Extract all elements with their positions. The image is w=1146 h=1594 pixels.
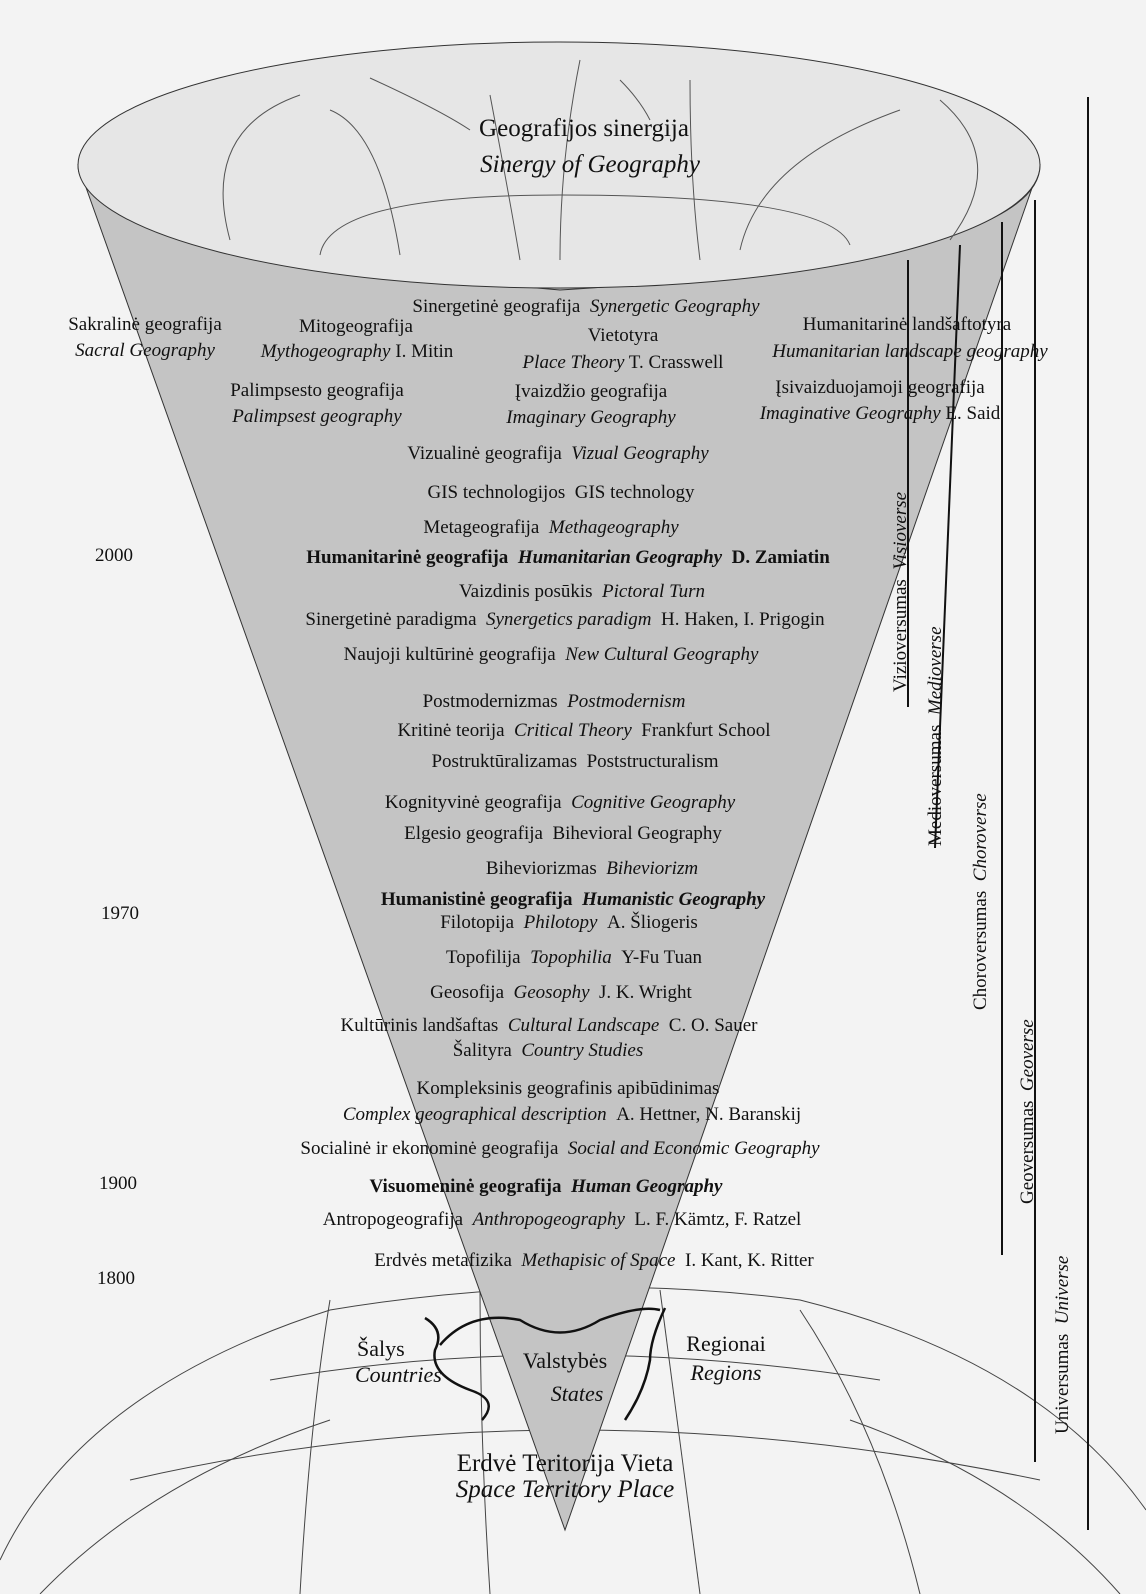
row-author: I. Kant, K. Ritter [685,1250,814,1271]
row-en: GIS technology [574,482,695,503]
cone-row [343,1104,801,1126]
cone-row [417,1078,720,1100]
row-lt: Geosofija [430,982,505,1003]
cone-row [459,581,705,603]
row-lt: Filotopija [440,912,515,933]
row-lt: Šalityra [452,1040,512,1061]
cone-row [323,1209,802,1231]
row-en: Biheviorizm [606,858,699,879]
row-author: Y-Fu Tuan [621,947,703,968]
cone-row [344,644,759,666]
mytho-lt: Mitogeografija [299,316,413,337]
row-author: J. K. Wright [599,982,692,1003]
row-author: A. Šliogeris [607,912,698,933]
mytho-en: Mythogeography [260,341,391,362]
row-lt: Topofilija [445,947,521,968]
imaginary-lt: Įvaizdžio geografija [514,381,668,402]
row-author: C. O. Sauer [668,1015,758,1036]
row-en: Methageography [548,517,679,538]
row-lt: Naujoji kultūrinė geografija [343,644,556,665]
row-en: Synergetics paradigm [486,609,652,630]
medio-label: Medioversumas Medioverse [925,626,946,846]
row-en: Methapisic of Space [521,1250,676,1271]
row-en: Critical Theory [514,720,632,741]
states-lt: Valstybės [522,1348,608,1373]
imaginative-en-row [760,403,1001,425]
synergetic-en: Synergetic Geography [589,296,760,317]
palimpsest-lt: Palimpsesto geografija [230,380,404,401]
year-1900: 1900 [99,1173,137,1194]
cone-row [385,792,735,814]
row-en: Bihevioral Geography [552,823,722,844]
mytho-en-row [261,341,454,363]
space-en: Space Territory Place [455,1476,675,1503]
row-lt: Humanitarinė geografija [306,547,509,568]
row-en: Cultural Landscape [507,1015,660,1036]
row-en: Pictoral Turn [602,581,705,602]
row-en: Poststructuralism [586,751,719,772]
countries-lt: Šalys [357,1336,405,1361]
vizio-label: Vizioversumas Visioverse [890,491,911,692]
row-author: Frankfurt School [641,720,771,741]
cone-row [430,982,692,1004]
row-lt: Vizualinė geografija [407,443,562,464]
row-author: D. Zamiatin [731,547,830,568]
row-en: Topophilia [530,947,612,968]
states-en: States [550,1381,604,1406]
year-1970: 1970 [101,903,139,924]
row-lt: Sinergetinė paradigma [305,609,477,630]
year-1800: 1800 [97,1268,135,1289]
cone-row [427,482,694,504]
row-lt: Biheviorizmas [485,858,597,879]
row-en: Anthropogeography [472,1209,625,1230]
row-en: Geosophy [513,982,590,1003]
cone-row [397,720,770,742]
cone-row [341,1015,758,1037]
row-lt: Humanistinė geografija [380,889,573,910]
synergetic-lt: Sinergetinė geografija [412,296,581,317]
palimpsest-en: Palimpsest geography [232,406,402,427]
cone-row [486,858,698,880]
cone-row [446,947,702,969]
cone-row [453,1040,644,1062]
row-lt: Postmodernizmas [422,691,558,712]
geo-label: Geoversumas Geoverse [1017,1019,1038,1204]
sacral-lt: Sakralinė geografija [68,314,222,335]
cone-row [381,889,765,911]
row-lt: Vaizdinis posūkis [459,581,593,602]
row-lt: Kritinė teorija [397,720,505,741]
row-en: Social and Economic Geography [567,1138,820,1159]
row-lt: Antropogeografija [322,1209,464,1230]
cone-row [407,443,708,465]
cone-row [423,517,678,539]
row-lt: Kompleksinis geografinis apibūdinimas [416,1078,720,1099]
title-en: Sinergy of Geography [480,151,700,178]
place-author: T. Crasswell [628,352,724,373]
cone-row [374,1250,814,1272]
uni-label: Universumas Universe [1052,1255,1073,1434]
row-lt: Metageografija [423,517,540,538]
row-en: Human Geography [570,1176,723,1197]
regions-lt: Regionai [686,1331,766,1356]
place-en: Place Theory [522,352,625,373]
title-lt: Geografijos sinergija [479,115,689,142]
row-lt: Socialinė ir ekonominė geografija [300,1138,559,1159]
imaginative-author: E. Said [945,403,1001,424]
place-lt: Vietotyra [587,325,659,346]
place-en-row [523,352,724,374]
row-lt: Kognityvinė geografija [384,792,562,813]
row-en: Country Studies [521,1040,644,1061]
cone-row [370,1176,723,1198]
imaginative-lt: Įsivaizduojamoji geografija [775,377,985,398]
imaginary-en: Imaginary Geography [506,407,676,428]
row-lt: Elgesio geografija [404,823,543,844]
row-lt: Erdvės metafizika [374,1250,512,1271]
row-lt: Visuomeninė geografija [369,1176,562,1197]
synergetic-row [412,296,759,318]
regions-en: Regions [690,1360,762,1385]
cone-row [404,823,722,845]
row-en: Humanitarian Geography [517,547,723,568]
row-author: L. F. Kämtz, F. Ratzel [634,1209,802,1230]
humlandscape-en: Humanitarian landscape geography [772,341,1048,362]
cone-row [300,1138,819,1160]
row-en: Philotopy [523,912,598,933]
imaginative-en: Imaginative Geography [759,403,941,424]
space-lt: Erdvė Teritorija Vieta [456,1450,674,1477]
humlandscape-lt: Humanitarinė landšaftotyra [802,314,1012,335]
row-en: Humanistic Geography [581,889,766,910]
cone-row [306,547,830,569]
row-en: Cognitive Geography [571,792,736,813]
countries-en: Countries [355,1362,442,1387]
row-en: Postmodernism [567,691,686,712]
row-en: Complex geographical description [342,1104,607,1125]
row-en: New Cultural Geography [565,644,759,665]
row-lt: Postruktūralizamas [431,751,578,772]
cone-row [305,609,824,631]
row-author: H. Haken, I. Prigogin [661,609,825,630]
choro-label: Choroversumas Choroverse [970,793,991,1010]
year-2000: 2000 [95,545,133,566]
sacral-en: Sacral Geography [75,340,215,361]
cone-row [423,691,686,713]
cone-row [431,751,718,773]
mytho-author: I. Mitin [395,341,454,362]
row-lt: Kultūrinis landšaftas [340,1015,499,1036]
cone-row [440,912,698,934]
row-en: Vizual Geography [571,443,709,464]
row-author: A. Hettner, N. Baranskij [616,1104,802,1125]
row-lt: GIS technologijos [427,482,566,503]
